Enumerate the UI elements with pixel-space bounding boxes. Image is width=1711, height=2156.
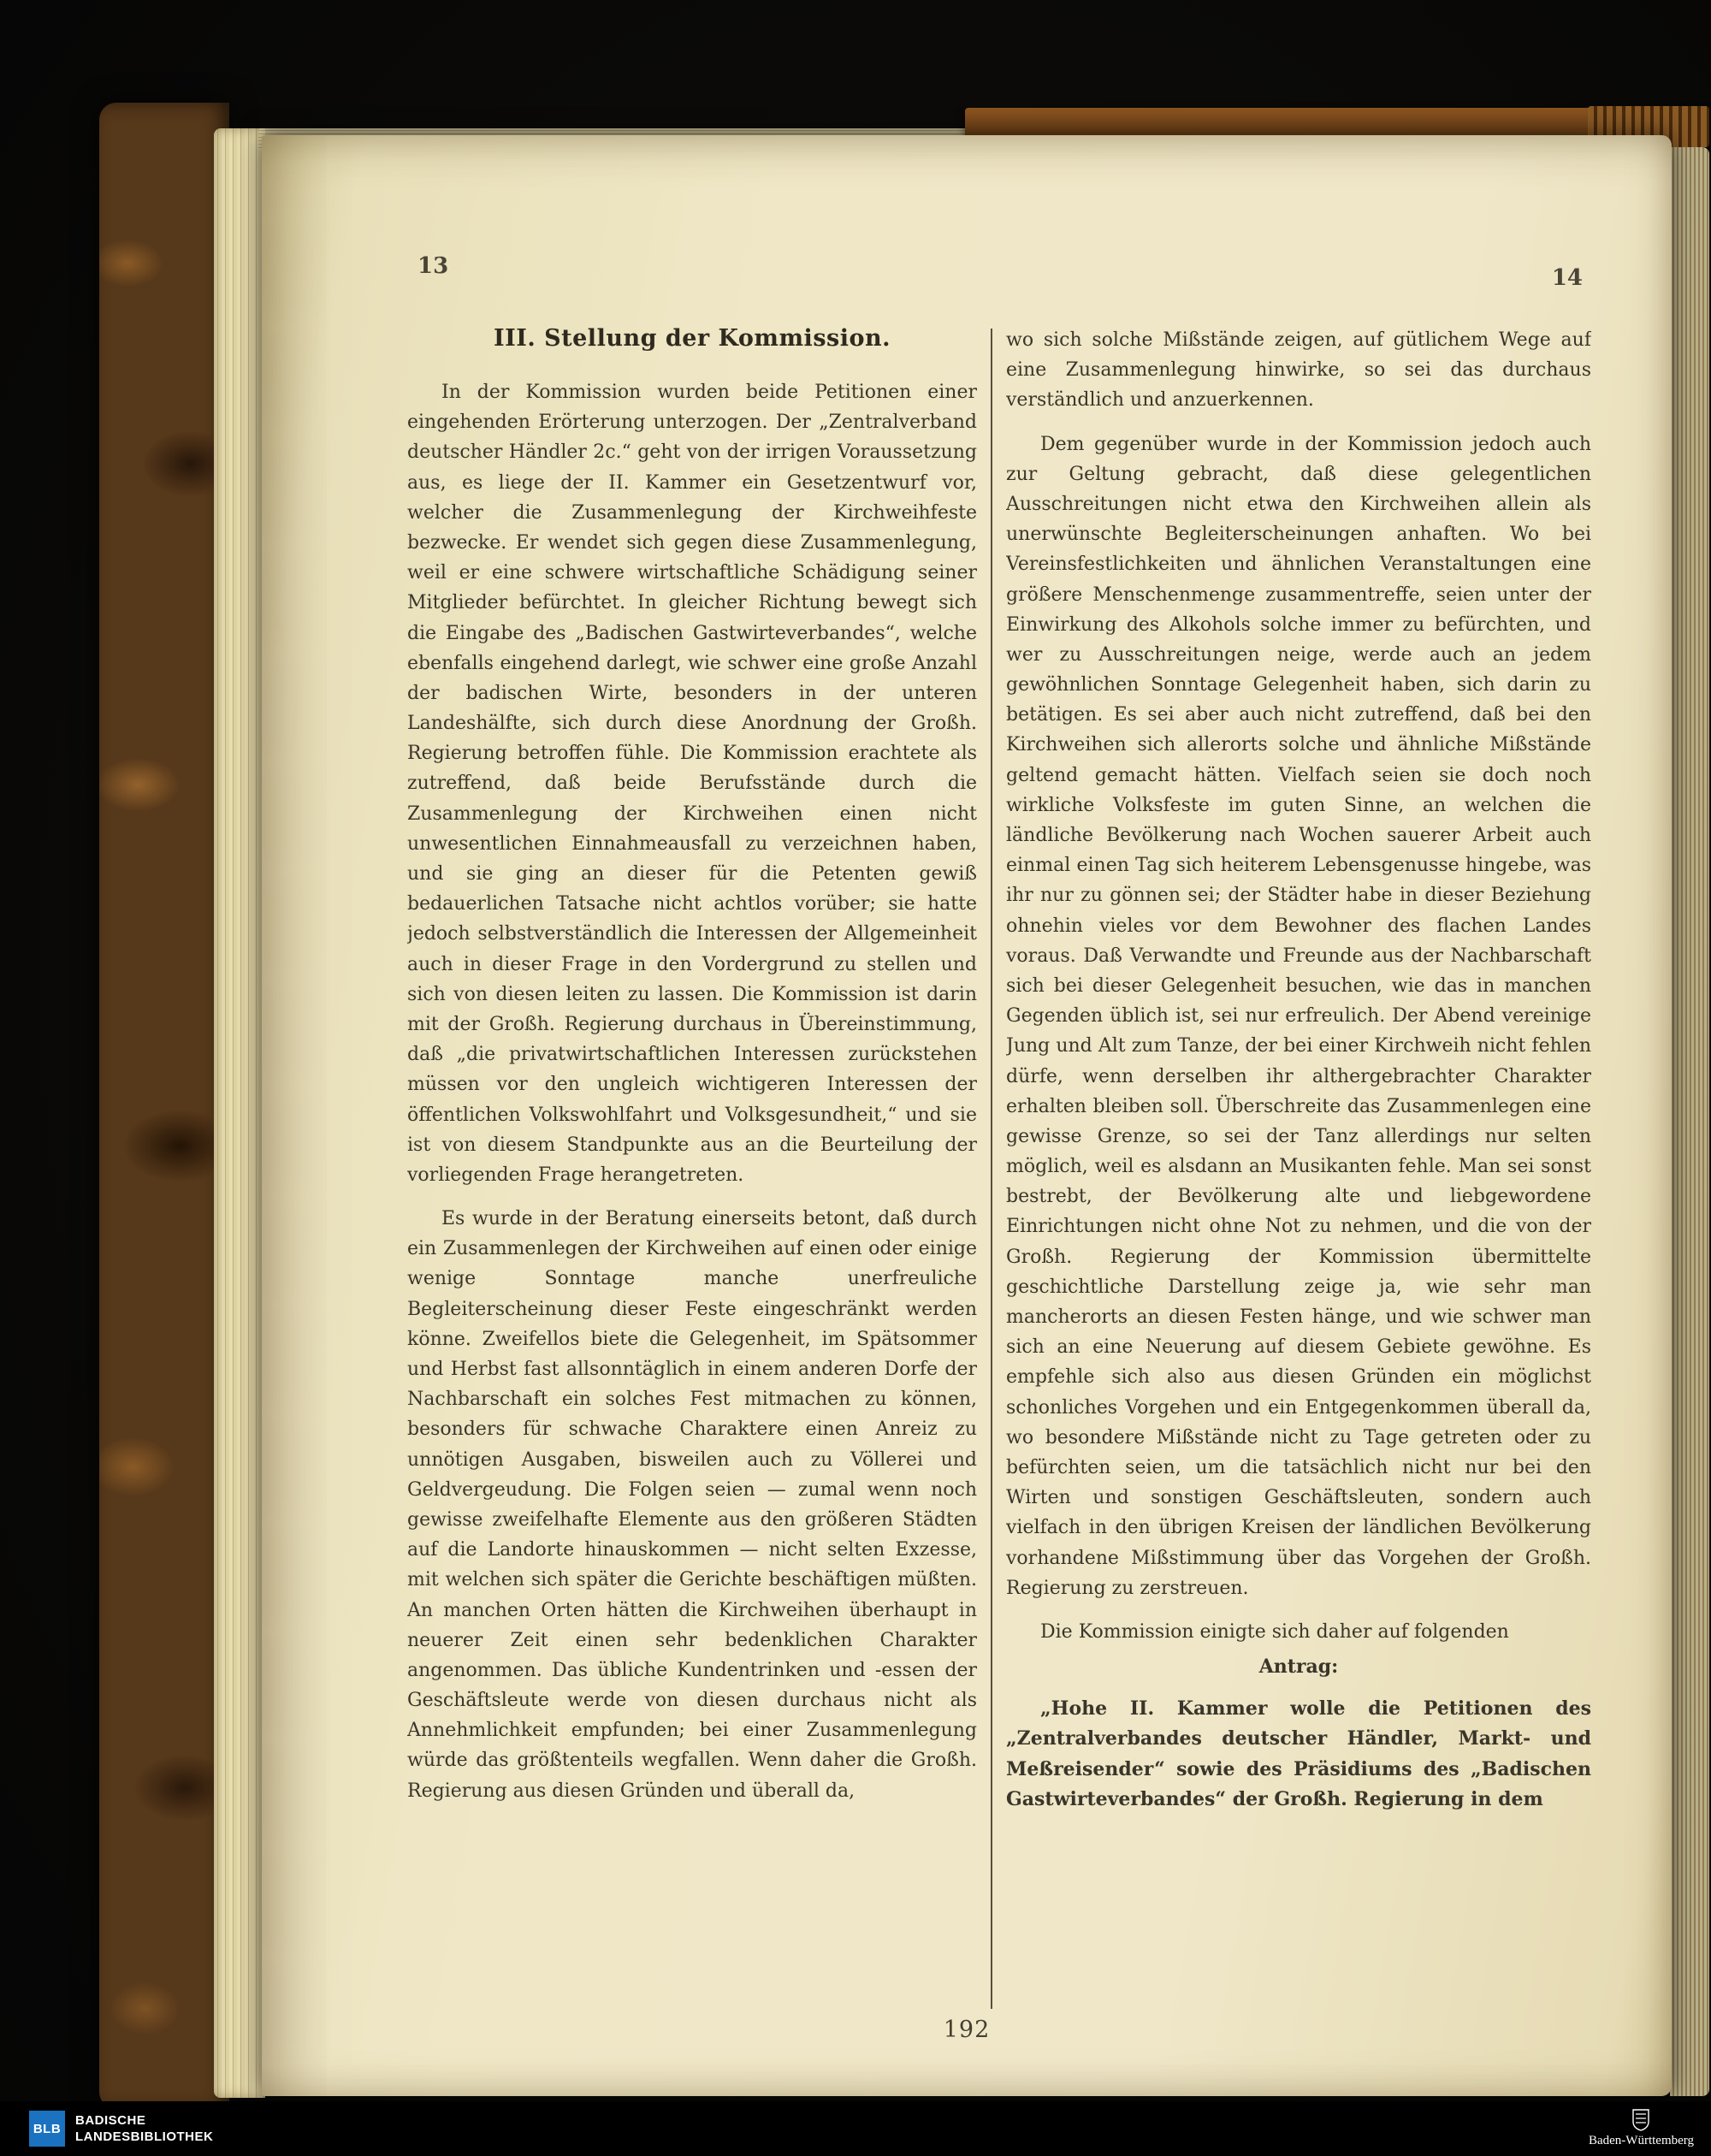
region-label: Baden-Württemberg	[1588, 2134, 1694, 2147]
library-name-line2: LANDESBIBLIOTHEK	[75, 2129, 214, 2144]
page-number-right: 14	[1551, 265, 1583, 291]
paragraph: Die Kommission einigte sich daher auf folgenden	[1040, 1620, 1509, 1643]
paragraph: In der Kommission wurden beide Petitionen einer eingehenden Erörterung unterzogen. Der „Zentralverband deutscher Händler 2c.“ geht von der irrigen Voraussetzung aus, es liege der II. Kammer ein Gesetzentwurf vor, welcher die Zusammenlegung der Kirchweihfeste bezwecke. Er wendet sich gegen diese Zusammenlegung, weil er eine schwere wirtschaftliche Schädigung seiner Mitglieder befürchtet. In gleicher Richtung bewegt sich die Eingabe des „Badischen Gastwirteverbandes“, welche ebenfalls eingehend darlegt, wie schwer eine große Anzahl der badischen Wirte, besonders in der unteren Landeshälfte, sich durch diese Anordnung der Großh. Regierung betroffen fühle. Die Kommission erachtete als zutreffend, daß beide Berufsstände durch die Zusammenlegung der Kirchweihen einen nicht unwesentlichen Einnahmeausfall zu verzeichnen haben, und sie ging an dieser für die Petenten gewiß bedauerlichen Tatsache nicht achtlos vorüber; sie hatte jedoch selbstverständlich die Interessen der Allgemeinheit auch in dieser Frage in den Vordergrund zu stellen und sich von diesen leiten zu lassen. Die Kommission ist darin mit der Großh. Regierung durchaus in Übereinstimmung, daß „die privatwirtschaftlichen Interessen zurückstehen müssen vor den ungleich wichtigeren Interessen der öffentlichen Volkswohlfahrt und Volksgesundheit,“ und sie ist von diesem Standpunkte aus an die Beurteilung der vorliegenden Frage herangetreten.	[407, 382, 977, 1186]
antrag-label: Antrag:	[1258, 1656, 1339, 1679]
library-name-line1: BADISCHE	[75, 2112, 146, 2128]
footer-bar	[0, 2101, 1711, 2156]
page-fore-edge-right	[1670, 147, 1709, 2096]
resolution-paragraph: „Hohe II. Kammer wolle die Petitionen des „Zentralverbandes deutscher Händler, Markt- und Meßreisender“ sowie des Präsidiums des „Badischen Gastwirteverbandes“ der Großh. Regierung in dem	[1006, 1697, 1591, 1810]
folio-number: 192	[943, 2017, 991, 2043]
book-cover-edge	[99, 103, 229, 2109]
blb-logo-icon: BLB	[29, 2111, 65, 2147]
library-logo	[29, 2111, 213, 2147]
column-divider-rule	[991, 329, 992, 2009]
paragraph: Es wurde in der Beratung einerseits betont, daß durch ein Zusammenlegen der Kirchweihen auf einen oder einige wenige Sonntage manche unerfreuliche Begleiterscheinung dieser Feste eingeschränkt werden könne. Zweifellos biete die Gelegenheit, im Spätsommer und Herbst fast allsonntäglich in einem anderen Dorfe der Nachbarschaft ein solches Fest mitmachen zu können, besonders für schwache Charaktere einen Anreiz zu unnötigen Ausgaben, bisweilen auch zu Völlerei und Geldvergeudung. Die Folgen seien — zumal wenn noch gewisse zweifelhafte Elemente aus den größeren Städten auf die Landorte hinauskommen — nicht selten Exzesse, mit welchen sich später die Gerichte beschäftigen müßten. An manchen Orten hätten die Kirchweihen überhaupt in neuerer Zeit einen sehr bedenklichen Charakter angenommen. Das übliche Kundentrinken und -essen der Geschäftsleute werde von diesen durchaus nicht als Annehmlichkeit empfunden; bei einer Zusammenlegung würde das größtenteils wegfallen. Wenn daher die Großh. Regierung aus diesen Gründen und überall da,	[407, 1208, 977, 1802]
paragraph: wo sich solche Mißstände zeigen, auf gütlichem Wege auf eine Zusammenlegung hinwirke, so sei das durchaus verständlich und anzuerkennen.	[1006, 329, 1591, 412]
text-columns	[407, 325, 1591, 2009]
coat-of-arms-icon	[1632, 2109, 1649, 2131]
book-page	[262, 135, 1672, 2096]
page-stack-edge-left	[214, 128, 265, 2098]
left-text-column	[407, 325, 977, 2009]
paragraph: Dem gegenüber wurde in der Kommission jedoch auch zur Geltung gebracht, daß diese gelegentlichen Ausschreitungen nicht etwa den Kirchweihen allein als unerwünschte Begleiterscheinungen anhaften. Wo bei Vereinsfestlichkeiten und ähnlichen Veranstaltungen eine größere Menschenmenge zusammentreffe, seien unter der Einwirkung des Alkohols solche immer zu befürchten, und wer zu Ausschreitungen neige, werde auch an jedem gewöhnlichen Sonntage Gelegenheit haben, sich darin zu betätigen. Es sei aber auch nicht zutreffend, daß bei den Kirchweihen sich allerorts solche und ähnliche Mißstände geltend gemacht hätten. Vielfach seien sie doch noch wirkliche Volksfeste im guten Sinne, an welchen die ländliche Bevölkerung nach Wochen sauerer Arbeit auch einmal einen Tag sich heiterem Lebensgenusse hingebe, was ihr nur zu gönnen sei; der Städter habe in dieser Beziehung ohnehin vieles vor dem Bewohner des flachen Landes voraus. Daß Verwandte und Freunde aus der Nachbarschaft sich bei dieser Gelegenheit besuchen, wie das in manchen Gegenden üblich ist, sei nur erfreulich. Der Abend vereinige Jung und Alt zum Tanze, der bei einer Kirchweih nicht fehlen dürfe, wenn derselben ihr althergebrachter Charakter erhalten bleiben soll. Überschreite das Zusammenlegen eine gewisse Grenze, so sei der Tanz allerdings nur selten möglich, weil es alsdann an Musikanten fehle. Man sei sonst bestrebt, der Bevölkerung alte und liebgewordene Einrichtungen nicht ohne Not zu nehmen, und die von der Großh. Regierung der Kommission übermittelte geschichtliche Darstellung zeige ja, wie sehr man mancherorts an diesen Festen hänge, und wie schwer man sich an eine Neuerung auf diesem Gebiete gewöhne. Es empfehle sich also aus diesen Gründen ein möglichst schonliches Vorgehen und ein Entgegenkommen überall da, wo besondere Mißstände nicht zu Tage getreten oder zu befürchten seien, um die tatsächlich nicht nur bei den Wirten und sonstigen Geschäftsleuten, sondern auch vielfach in den übrigen Kreisen der ländlichen Bevölkerung vorhandene Mißstimmung über das Vorgehen der Großh. Regierung zu zerstreuen.	[1006, 433, 1591, 1599]
section-heading: III. Stellung der Kommission.	[493, 325, 891, 352]
region-mark	[1589, 2109, 1694, 2148]
page-number-left: 13	[417, 253, 449, 279]
library-name	[75, 2112, 213, 2146]
right-text-column	[1006, 325, 1591, 2009]
